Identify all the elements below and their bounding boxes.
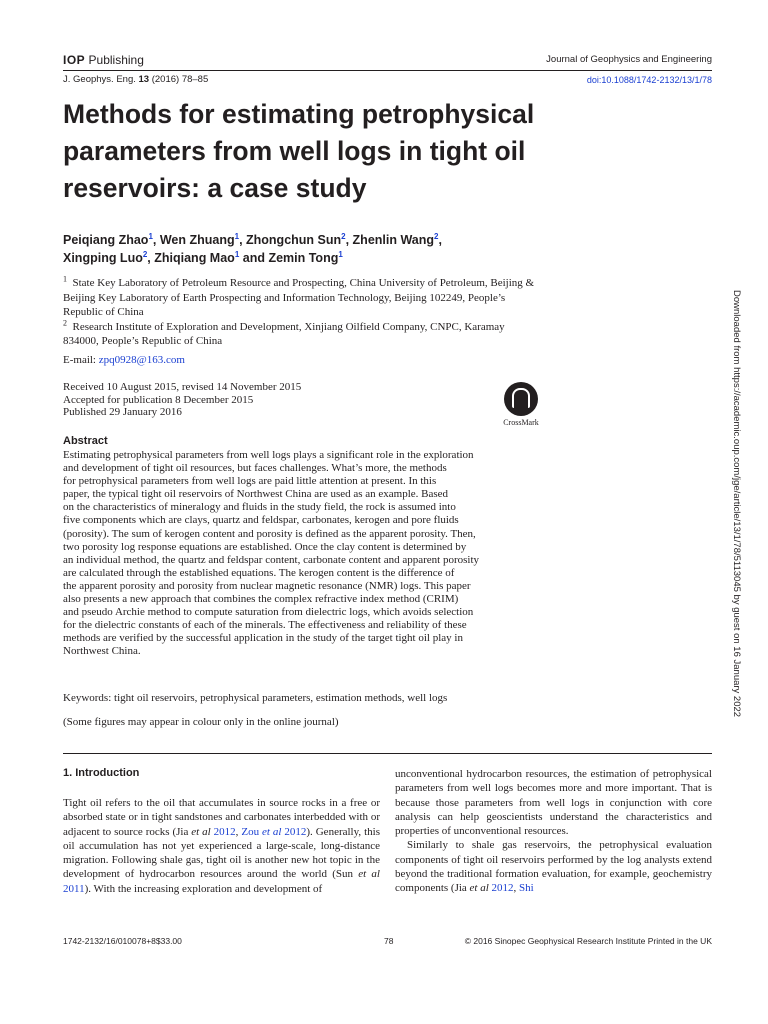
- email-line: [63, 354, 185, 366]
- abstract-line: for petrophysical parameters from well logs are paid little attention at present. In this: [63, 475, 437, 488]
- affiliation-link[interactable]: 1: [148, 231, 153, 241]
- citation-link[interactable]: 2012: [210, 825, 236, 838]
- citation-link[interactable]: Zou et al 2012: [241, 825, 307, 838]
- abstract-line: are calculated through the established equations. The kerogen content is the difference of: [63, 566, 455, 579]
- abstract-heading: Abstract: [63, 435, 108, 447]
- paper-title: Methods for estimating petrophysical parameters from well logs in tight oil reservoirs: a case study: [63, 99, 535, 203]
- abstract-line: on the characteristics of mineralogy and fluids in the study field, the rock is assumed into: [63, 501, 456, 514]
- abstract-line: the apparent porosity and porosity from nuclear magnetic resonance (NMR) logs. This paper: [63, 579, 471, 592]
- download-watermark: [731, 290, 747, 760]
- publication-dates: [63, 381, 301, 419]
- author: Wen Zhuang$^1$,: [159, 231, 247, 247]
- introduction-heading: 1. Introduction: [63, 767, 140, 779]
- crossmark-label: CrossMark: [503, 418, 539, 427]
- affiliation-1: $^1$ State Key Laboratory of Petroleum Resource and Prospecting, China University of Petroleum, Beijing & Beijing Key Laboratory of Earth Prospecting and Information Technology, Beijing 102249, People’s Republic of China: [63, 274, 535, 318]
- author: Zhiqiang Mao$^1$ and: [154, 249, 269, 265]
- accepted-date: Accepted for publication 8 December 2015: [63, 393, 254, 406]
- section-rule: [63, 753, 712, 754]
- page-number: 78: [384, 936, 394, 946]
- citation-link[interactable]: 2011: [63, 882, 85, 895]
- journal-name: Journal of Geophysics and Engineering: [546, 54, 712, 65]
- abstract-line: an individual method, the quartz and feldspar content, carbonate content and apparent porosity: [63, 553, 480, 566]
- header-rule: [63, 70, 712, 71]
- citation-journal: J. Geophys. Eng.: [63, 74, 136, 85]
- author: Xingping Luo$^2$,: [63, 249, 155, 265]
- abstract-line: for the dielectric constants of each of the minerals. The effectiveness and reliability of these: [63, 619, 467, 632]
- body-column-left: [63, 796, 380, 896]
- received-date: Received 10 August 2015, revised 14 November 2015: [63, 381, 302, 393]
- abstract-line: paper, the typical tight oil reservoirs of Northwest China are used as an example. Based: [63, 488, 449, 501]
- email-label: E-mail:: [63, 354, 96, 366]
- citation-link[interactable]: 2012: [488, 882, 514, 895]
- abstract-line: five components which are clays, quartz and feldspar, carbonates, kerogen and pore fluids: [63, 514, 459, 527]
- crossmark-icon: [504, 382, 538, 416]
- abstract-line: and development of tight oil resources, but faces challenges. What’s more, the methods: [63, 462, 447, 475]
- abstract-line: also presents a new approach that combines the complex refractive index method (CRIM): [63, 593, 459, 606]
- author: Peiqiang Zhao$^1$,: [63, 231, 160, 247]
- paragraph: Tight oil refers to the oil that accumulates in source rocks in a free or absorbed state or in tight sandstones and carbonates interbedded with or adjacent to source rocks (Jia et al 2012, Zou et al 2012). Generally, this oil accumulation has not yet experienced a large-scale, long-distance migration. Following shale gas, tight oil is another new hot topic in the development of hydrocarbon resources around the world (Sun et al 2011). With the increasing exploration and development of: [63, 797, 380, 895]
- affiliation-link[interactable]: 1: [234, 249, 240, 259]
- abstract-line: Estimating petrophysical parameters from well logs plays a significant role in the exploration: [63, 449, 474, 461]
- affiliation-link[interactable]: 2: [341, 231, 346, 241]
- affiliation-link[interactable]: 1: [234, 231, 240, 241]
- footer-copyright: © 2016 Sinopec Geophysical Research Institute Printed in the UK: [464, 936, 712, 946]
- keywords: Keywords: tight oil reservoirs, petrophysical parameters, estimation methods, well logs: [63, 692, 448, 704]
- published-date: Published 29 January 2016: [63, 406, 182, 418]
- author: Zemin Tong$^1$: [268, 249, 343, 265]
- abstract-text: [63, 449, 549, 659]
- citation-pages: (2016) 78–85: [151, 74, 209, 85]
- abstract-line: methods are verified by the successful application in the study of the target tight oil play in: [63, 632, 463, 645]
- author-list: [63, 232, 583, 267]
- affiliation-link[interactable]: 1: [338, 249, 343, 259]
- email-link[interactable]: zpq0928@163.com: [98, 354, 185, 366]
- paragraph: unconventional hydrocarbon resources, the estimation of petrophysical parameters from well logs becomes more and more important. That is because those parameters from well logs in conjunction with core analysis can help geoscientists understand the characteristics and properties of unconventional resources.: [395, 768, 712, 838]
- doi-link[interactable]: doi:10.1088/1742-2132/13/1/78: [586, 75, 712, 85]
- affiliation-2: $^2$ Research Institute of Exploration and Development, Xinjiang Oilfield Company, CNPC, Karamay 834000, People’s Republic of China: [63, 317, 505, 347]
- affiliation-link[interactable]: 2: [434, 231, 439, 241]
- citation-volume: 13: [138, 74, 150, 85]
- iop-publishing-logo: [63, 53, 144, 67]
- abstract-line: two porosity log response equations are established. Once the clay content is determined by: [63, 540, 467, 553]
- author: Zhenlin Wang$^2$,: [352, 231, 442, 247]
- body-column-right: [395, 767, 712, 896]
- citation: [63, 74, 208, 85]
- footer-issn: 1742-2132/16/010078+8$33.00: [63, 936, 182, 946]
- citation-link[interactable]: Shi: [519, 882, 534, 895]
- paragraph: Similarly to shale gas reservoirs, the petrophysical evaluation components of tight oil reservoirs performed by the log analysts extend beyond the traditional formation evaluation, for example, geochemistry components (Jia et al 2012, Shi: [395, 839, 712, 895]
- abstract-line: Northwest China.: [63, 645, 141, 658]
- logo-bold-text: IOP: [63, 53, 86, 67]
- affiliations: [63, 276, 543, 349]
- colour-note: (Some figures may appear in colour only in the online journal): [63, 716, 339, 728]
- crossmark-badge[interactable]: [496, 382, 546, 427]
- author: Zhongchun Sun$^2$,: [246, 231, 353, 247]
- download-note-text: Downloaded from https://academic.oup.com/jge/article/13/1/78/5113045 by guest on 16 January 2022: [731, 290, 742, 718]
- affiliation-link[interactable]: 2: [142, 249, 148, 259]
- abstract-line: (porosity). The sum of kerogen content and porosity is defined as the apparent porosity. Then,: [63, 527, 476, 540]
- logo-text: Publishing: [88, 53, 144, 67]
- abstract-line: and pseudo Archie method to compute saturation from dielectric logs, which avoids selection: [63, 606, 474, 619]
